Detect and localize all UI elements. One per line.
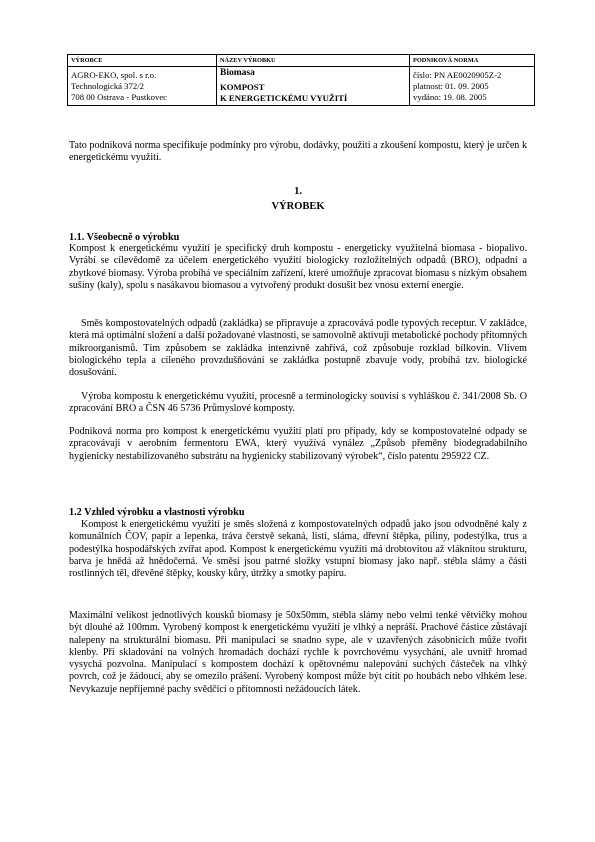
subsection-1-2-heading: 1.2 Vzhled výrobku a vlastnosti výrobku xyxy=(69,507,245,518)
product-name-label: NÁZEV VÝROBKU xyxy=(217,55,410,67)
header-table xyxy=(67,54,535,106)
paragraph-1-1-c: Výroba kompostu k energetickému využití, procesně a terminologicky souvisí s vyhláškou č. 341/2008 Sb. O zpracování BRO a ČSN 46 5736 Průmyslové komposty. xyxy=(69,391,527,415)
paragraph-1-1-b: Směs kompostovatelných odpadů (zakládka) se připravuje a zpracovává podle typových receptur. V zakládce, která má optimální složení a další požadované vlastnosti, se samovolně aktivují metabolické pochody přítomných mikroorganismů. Tím způsobem se zakládka intenzivně zahřívá, což způsobuje rozklad bílkovin. Vlivem biologického tepla a cíleného provzdušňování se zakládka postupně zbavuje vody, probíhá tzv. biologické dosušování. xyxy=(69,318,527,379)
manufacturer-street: Technologická 372/2 xyxy=(71,81,144,91)
product-category: Biomasa xyxy=(220,68,255,78)
norm-issued: vydáno: 19. 08. 2005 xyxy=(413,92,487,102)
subsection-1-1-heading: 1.1. Všeobecně o výrobku xyxy=(69,232,180,243)
company-norm-cell xyxy=(410,67,535,106)
header-label-row xyxy=(68,55,535,67)
section-number: 1. xyxy=(294,186,302,197)
paragraph-1-1-a: Kompost k energetickému využití je specifický druh kompostu - energeticky využitelná biomasa - biopalivo. Vyrábí se cílevědomě za účelem energetického využití biologicky rozložitelných odpadů (BRO), odpadní a zbytkové biomasy. Výroba probíhá ve speciálním zařízení, které umožňuje zpracovat biomasu s nízkým obsahem sušiny (kaly), spolu s nasákavou biomasou a vytvořený produkt dosušit bez vnosu externí energie. xyxy=(69,243,527,291)
product-name-line2: K ENERGETICKÉMU VYUŽITÍ xyxy=(220,93,348,103)
intro-paragraph: Tato podniková norma specifikuje podmínky pro výrobu, dodávky, použití a zkoušení kompostu, který je určen k energetickému využití. xyxy=(69,140,527,164)
paragraph-1-1-d: Podniková norma pro kompost k energetickému využití platí pro případy, kdy se kompostovatelné odpady se zpracovávají v aerobním fermentoru EWA, který využívá vynález „Způsob přeměny biodegradabilního hygienicky nestabilizovaného substrátu na hygienicky stabilizovaný výrobek“, číslo patentu 295922 CZ. xyxy=(69,426,527,462)
header-value-row xyxy=(68,67,535,106)
product-name-cell xyxy=(217,67,410,106)
manufacturer-label: VÝROBCE xyxy=(68,55,217,67)
company-norm-label: PODNIKOVÁ NORMA xyxy=(410,55,535,67)
section-title: VÝROBEK xyxy=(271,201,325,212)
manufacturer-city: 708 00 Ostrava - Pustkovec xyxy=(71,92,168,102)
paragraph-1-2-a: Kompost k energetickému využití je směs složená z kompostovatelných odpadů jako jsou odvodněné kaly z komunálních ČOV, papír a lepenka, tráva čerstvě sekaná, listí, sláma, dřevní štěpka, piliny, podestýlka, trus a podestýlka hospodářských zvířat apod. Kompost k energetickému využití má drobtovitou až vláknitou strukturu, barva je hnědá až hnědočerná. Ve směsi jsou patrné složky vstupní biomasy jako např. stébla slámy a části rostlinných těl, dřevěné štěpky, kousky kůry, útržky a smotky papíru. xyxy=(69,519,527,580)
norm-number: číslo: PN AE0020905Z-2 xyxy=(413,70,502,80)
product-name-line1: KOMPOST xyxy=(220,82,265,92)
manufacturer-cell xyxy=(68,67,217,106)
norm-validity: platnost: 01. 09. 2005 xyxy=(413,81,489,91)
paragraph-1-2-b: Maximální velikost jednotlivých kousků biomasy je 50x50mm, stébla slámy nebo velmi tenké větvičky mohou být dlouhé až 100mm. Vyrobený kompost k energetickému využití je vlhký a nepráší. Prachové částice zůstávají nalepeny na strukturální biomasu. Při manipulaci se snadno sype, ale v uzavřených zásobnicích může tvořit klenby. Při skladování na volných hromadách dochází rychle k povrchovému vysychání, ale uvnitř hromad vysychá pozvolna. Manipulací s kompostem dochází k opětovnému nalepování suchých částeček na vlhký povrch, což je žádoucí, aby se omezilo prášení. Vyrobený kompost může být cítit po houbách nebo vlhkém lese. Nevykazuje nepříjemné pachy svědčící o přítomnosti nežádoucích látek. xyxy=(69,610,527,695)
manufacturer-name: AGRO-EKO, spol. s r.o. xyxy=(71,70,157,80)
